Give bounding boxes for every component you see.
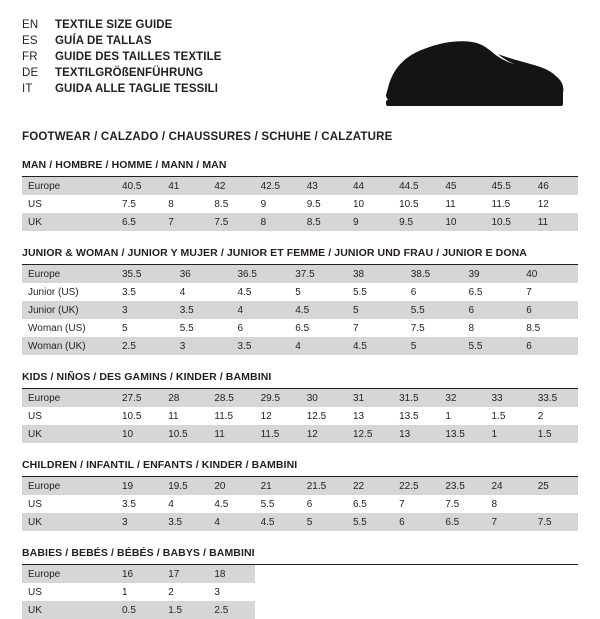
- language-row-it: [22, 82, 222, 96]
- cell: 13.5: [399, 410, 419, 422]
- cell: 12.5: [306, 410, 327, 422]
- cell: 7: [353, 322, 359, 334]
- cell: 9.5: [306, 198, 321, 210]
- cell: 7: [486, 513, 532, 531]
- cell: 6.5: [352, 498, 367, 510]
- cell: 11: [445, 198, 456, 210]
- language-title: TEXTILGRÖßENFÜHRUNG: [55, 67, 204, 79]
- cell: 5: [405, 337, 463, 355]
- row-label: US: [28, 498, 42, 510]
- cell: 4.5: [289, 301, 347, 319]
- table-row: [22, 301, 578, 319]
- cell: 3.5: [122, 286, 136, 298]
- language-code: IT: [22, 83, 33, 95]
- cell: 4: [289, 337, 347, 355]
- cell: 4.5: [214, 498, 229, 510]
- cell: [393, 601, 439, 619]
- cell: 29.5: [255, 389, 301, 407]
- cell: 11.5: [214, 410, 234, 422]
- cell: 39: [463, 265, 521, 283]
- cell: 11: [168, 410, 179, 422]
- cell: 5: [122, 322, 128, 334]
- page-header: [22, 18, 578, 113]
- table-row: [22, 565, 578, 583]
- row-label: US: [28, 198, 42, 210]
- language-code: FR: [22, 51, 38, 63]
- cell: 7.5: [410, 322, 425, 334]
- cell: 4: [179, 286, 186, 298]
- cell: 6: [463, 301, 521, 319]
- size-table-children: [22, 477, 578, 531]
- cell: 23.5: [439, 477, 485, 495]
- group-title: CHILDREN / INFANTIL / ENFANTS / KINDER / BAMBINI: [22, 459, 578, 477]
- table-row: [22, 425, 578, 443]
- language-list: [22, 18, 222, 96]
- cell: 35.5: [116, 265, 174, 283]
- size-table-kids: [22, 389, 578, 443]
- cell: [347, 583, 393, 601]
- row-label: US: [28, 586, 42, 598]
- cell: 13: [352, 410, 365, 422]
- cell: 4.5: [255, 513, 301, 531]
- row-label: Europe: [22, 177, 116, 195]
- language-row-en: [22, 18, 222, 32]
- cell: 1: [122, 586, 128, 598]
- cell: 10.5: [399, 198, 419, 210]
- row-label: Europe: [22, 565, 116, 583]
- cell: [255, 601, 301, 619]
- cell: 42: [208, 177, 254, 195]
- row-label: Junior (UK): [22, 301, 116, 319]
- cell: [532, 565, 578, 583]
- table-row: [22, 389, 578, 407]
- language-row-fr: [22, 50, 222, 64]
- cell: 5.5: [260, 498, 275, 510]
- size-group-children: [22, 459, 578, 531]
- row-label: UK: [22, 213, 116, 231]
- cell: 32: [439, 389, 485, 407]
- cell: 3.5: [162, 513, 208, 531]
- cell: 3.5: [232, 337, 290, 355]
- cell: [301, 565, 347, 583]
- cell: 45.5: [486, 177, 532, 195]
- cell: 13: [393, 425, 439, 443]
- cell: 1.5: [532, 425, 578, 443]
- cell: [486, 601, 532, 619]
- cell: [301, 601, 347, 619]
- language-code: ES: [22, 35, 38, 47]
- cell: 46: [532, 177, 578, 195]
- cell: 2.5: [116, 337, 174, 355]
- cell: [255, 583, 301, 601]
- cell: 27.5: [116, 389, 162, 407]
- cell: 28.5: [208, 389, 254, 407]
- size-table-man: [22, 177, 578, 231]
- cell: 1.5: [162, 601, 208, 619]
- cell: 18: [208, 565, 254, 583]
- table-row: [22, 265, 578, 283]
- cell: [301, 583, 347, 601]
- cell: 5.5: [347, 513, 393, 531]
- cell: 3: [116, 301, 174, 319]
- cell: 33.5: [532, 389, 578, 407]
- cell: 3: [174, 337, 232, 355]
- footwear-section-title: FOOTWEAR / CALZADO / CHAUSSURES / SCHUHE / CALZATURE: [22, 131, 393, 143]
- cell: 42.5: [255, 177, 301, 195]
- table-row: [22, 337, 578, 355]
- table-row: [22, 477, 578, 495]
- cell: 6: [306, 498, 313, 510]
- cell: [393, 583, 439, 601]
- cell: 20: [208, 477, 254, 495]
- cell: [532, 601, 578, 619]
- cell: 6.5: [468, 286, 483, 298]
- cell: 9.5: [393, 213, 439, 231]
- cell: 10: [352, 198, 365, 210]
- cell: 8.5: [214, 198, 229, 210]
- cell: 19: [116, 477, 162, 495]
- cell: 11.5: [491, 198, 511, 210]
- cell: 6.5: [116, 213, 162, 231]
- cell: 41: [162, 177, 208, 195]
- cell: 40: [520, 265, 578, 283]
- cell: 7.5: [208, 213, 254, 231]
- cell: [486, 565, 532, 583]
- cell: 10.5: [162, 425, 208, 443]
- table-row: [22, 213, 578, 231]
- cell: 9: [260, 198, 267, 210]
- cell: 2: [168, 586, 174, 598]
- size-group-babies: [22, 547, 578, 619]
- cell: 7.5: [445, 498, 460, 510]
- row-label: US: [28, 410, 42, 422]
- cell: 10.5: [122, 410, 142, 422]
- table-row: [22, 283, 578, 301]
- cell: 11.5: [255, 425, 301, 443]
- cell: [532, 495, 578, 513]
- cell: 12: [260, 410, 272, 422]
- cell: 44.5: [393, 177, 439, 195]
- size-table-babies: [22, 565, 578, 619]
- cell: 1.5: [491, 410, 506, 422]
- cell: 5: [295, 286, 301, 298]
- table-row: [22, 177, 578, 195]
- cell: 7: [526, 286, 532, 298]
- row-label: Europe: [22, 477, 116, 495]
- cell: 21: [255, 477, 301, 495]
- cell: [255, 565, 301, 583]
- language-title: GUÍA DE TALLAS: [55, 35, 152, 47]
- row-label: Woman (UK): [22, 337, 116, 355]
- table-row: [22, 319, 578, 337]
- cell: 6: [393, 513, 439, 531]
- cell: 12: [301, 425, 347, 443]
- cell: 6: [520, 337, 578, 355]
- cell: 8: [255, 213, 301, 231]
- cell: [439, 601, 485, 619]
- size-group-man: [22, 159, 578, 231]
- group-title: MAN / HOMBRE / HOMME / MANN / MAN: [22, 159, 578, 177]
- cell: [486, 583, 532, 601]
- size-group-junior-woman: [22, 247, 578, 355]
- cell: 2.5: [208, 601, 254, 619]
- cell: 22: [347, 477, 393, 495]
- cell: 4: [168, 498, 174, 510]
- cell: 5: [301, 513, 347, 531]
- table-row: [22, 195, 578, 213]
- cell: 3: [116, 513, 162, 531]
- cell: 1: [486, 425, 532, 443]
- cell: 4.5: [237, 286, 252, 298]
- row-label: Europe: [22, 389, 116, 407]
- cell: 28: [162, 389, 208, 407]
- cell: 12: [537, 198, 549, 210]
- cell: 45: [439, 177, 485, 195]
- size-group-kids: [22, 371, 578, 443]
- cell: 31: [347, 389, 393, 407]
- group-title: JUNIOR & WOMAN / JUNIOR Y MUJER / JUNIOR ET FEMME / JUNIOR UND FRAU / JUNIOR E DONA: [22, 247, 578, 265]
- cell: [347, 601, 393, 619]
- cell: 25: [532, 477, 578, 495]
- cell: 3: [214, 586, 220, 598]
- cell: 43: [301, 177, 347, 195]
- cell: 10: [439, 213, 485, 231]
- table-row: [22, 513, 578, 531]
- size-table-junior-woman: [22, 265, 578, 355]
- cell: 4: [232, 301, 290, 319]
- cell: 9: [347, 213, 393, 231]
- cell: 38: [347, 265, 405, 283]
- cell: [393, 565, 439, 583]
- cell: 3.5: [174, 301, 232, 319]
- cell: 6.5: [295, 322, 310, 334]
- dress-shoe-icon: [380, 30, 566, 113]
- cell: 8: [468, 322, 475, 334]
- cell: 24: [486, 477, 532, 495]
- cell: 8: [168, 198, 174, 210]
- cell: 13.5: [439, 425, 485, 443]
- cell: [347, 565, 393, 583]
- cell: 22.5: [393, 477, 439, 495]
- cell: 19.5: [162, 477, 208, 495]
- cell: [439, 565, 485, 583]
- cell: 4: [208, 513, 254, 531]
- cell: 8.5: [526, 322, 541, 334]
- cell: 12.5: [347, 425, 393, 443]
- language-row-de: [22, 66, 222, 80]
- cell: 37.5: [289, 265, 347, 283]
- cell: 7.5: [122, 198, 136, 210]
- table-row: [22, 583, 578, 601]
- cell: 33: [486, 389, 532, 407]
- cell: 6.5: [439, 513, 485, 531]
- cell: [532, 583, 578, 601]
- row-label: Europe: [22, 265, 116, 283]
- language-title: GUIDE DES TAILLES TEXTILE: [55, 51, 222, 63]
- cell: 11: [208, 425, 254, 443]
- cell: 21.5: [301, 477, 347, 495]
- cell: 36: [174, 265, 232, 283]
- cell: 8.5: [301, 213, 347, 231]
- cell: 5.5: [179, 322, 194, 334]
- table-row: [22, 601, 578, 619]
- cell: 36.5: [232, 265, 290, 283]
- language-title: GUIDA ALLE TAGLIE TESSILI: [55, 83, 219, 95]
- group-title: BABIES / BEBÉS / BÉBÉS / BABYS / BAMBINI: [22, 547, 578, 565]
- language-code: DE: [22, 67, 39, 79]
- table-row: [22, 407, 578, 425]
- language-title: TEXTILE SIZE GUIDE: [55, 19, 173, 31]
- cell: 6: [410, 286, 417, 298]
- table-row: [22, 495, 578, 513]
- row-label: UK: [22, 601, 116, 619]
- row-label: UK: [22, 425, 116, 443]
- cell: 10: [116, 425, 162, 443]
- cell: 1: [445, 410, 451, 422]
- cell: 5.5: [463, 337, 521, 355]
- cell: 17: [162, 565, 208, 583]
- cell: 6: [237, 322, 244, 334]
- cell: 30: [301, 389, 347, 407]
- cell: 31.5: [393, 389, 439, 407]
- cell: 5: [347, 301, 405, 319]
- row-label: Junior (US): [28, 286, 79, 298]
- cell: 0.5: [116, 601, 162, 619]
- language-code: EN: [22, 19, 39, 31]
- cell: 2: [537, 410, 544, 422]
- cell: 5.5: [405, 301, 463, 319]
- row-label: Woman (US): [28, 322, 86, 334]
- cell: 40.5: [116, 177, 162, 195]
- cell: 8: [491, 498, 498, 510]
- language-row-es: [22, 34, 222, 48]
- cell: 44: [347, 177, 393, 195]
- cell: 6: [520, 301, 578, 319]
- group-title: KIDS / NIÑOS / DES GAMINS / KINDER / BAMBINI: [22, 371, 578, 389]
- row-label: UK: [22, 513, 116, 531]
- cell: 10.5: [486, 213, 532, 231]
- cell: 7: [399, 498, 405, 510]
- cell: [439, 583, 485, 601]
- cell: 4.5: [347, 337, 405, 355]
- cell: 16: [116, 565, 162, 583]
- cell: 7.5: [532, 513, 578, 531]
- cell: 11: [532, 213, 578, 231]
- cell: 38.5: [405, 265, 463, 283]
- cell: 5.5: [353, 286, 367, 298]
- cell: 7: [162, 213, 208, 231]
- cell: 3.5: [122, 498, 136, 510]
